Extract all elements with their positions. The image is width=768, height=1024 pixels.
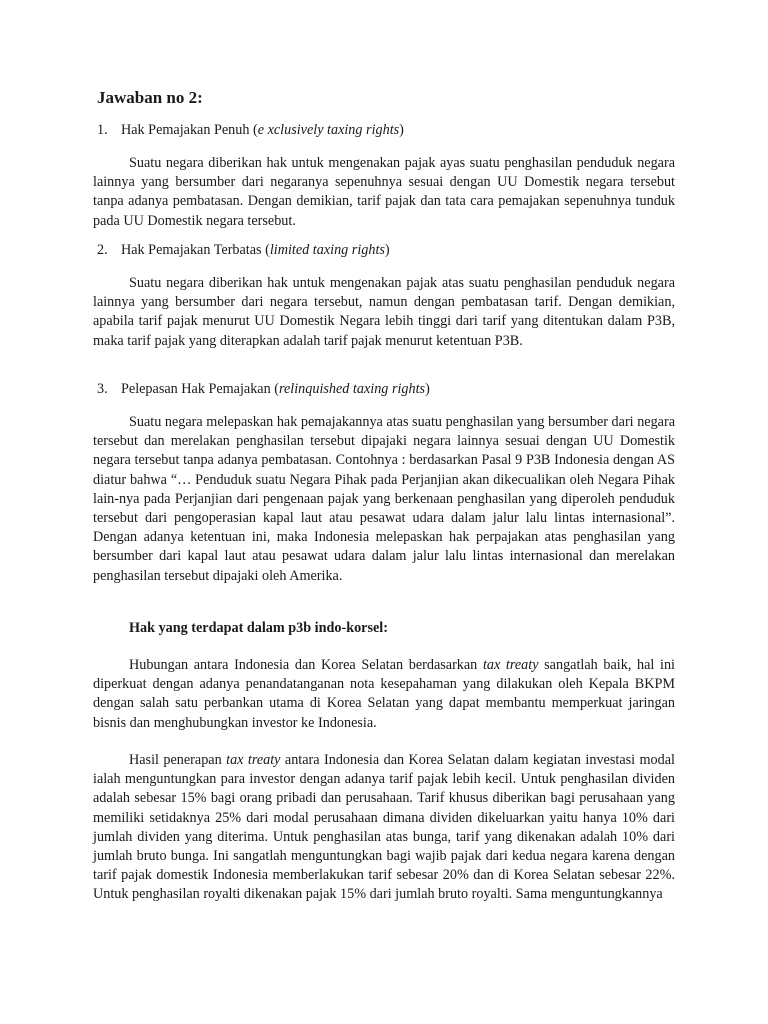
list-item-3-title [97, 380, 430, 399]
paragraph-4 [93, 656, 675, 733]
list-title-italic: limited taxing rights [269, 242, 385, 258]
list-title-text: Hak Pemajakan Terbatas ( [121, 242, 270, 258]
list-title-italic: relinquished taxing rights [278, 381, 426, 397]
list-title-text: Hak Pemajakan Penuh ( [121, 122, 258, 138]
paragraph-3: Suatu negara melepaskan hak pemajakannya atas suatu penghasilan yang bersumber dari negara tersebut dan merelakan penghasilan tersebut dipajaki negara lainnya sesuai dengan UU Domestik negara tersebut tanpa adanya pembatasan. Contohnya : berdasarkan Pasal 9 P3B Indonesia dengan AS diatur bahwa “… Penduduk suatu Negara Pihak pada Perjanjian akan dikecualikan oleh Negara Pihak lain-nya pada Perjanjian dari pengenaan pajak yang berkenaan penghasilan yang diperoleh penduduk tersebut dari pengoperasian kapal laut atau pesawat udara dalam jalur lalu lintas internasional”. Dengan adanya ketentuan ini, maka Indonesia melepaskan hak perpajakan atas penghasilan yang bersumber dari kapal laut atau pesawat udara dalam jalur lalu lintas internasional dan merelakan penghasilan tersebut dipajaki oleh Amerika. [93, 414, 675, 584]
paragraph-2: Suatu negara diberikan hak untuk mengenakan pajak atas suatu penghasilan penduduk negara lainnya yang bersumber dari negara tersebut, namun dengan pembatasan tarif. Dengan demikian, apabila tarif pajak menurut UU Domestik Negara lebih tinggi dari tarif yang ditentukan dalam P3B, maka tarif pajak yang diterapkan adalah tarif pajak menurut ketentuan P3B. [93, 275, 675, 349]
paragraph-4-a: Hubungan antara Indonesia dan Korea Selatan berdasarkan [129, 657, 483, 673]
paragraph-1: Suatu negara diberikan hak untuk mengenakan pajak ayas suatu penghasilan penduduk negara lainnya yang bersumber dari negaranya sepenuhnya sesuai dengan UU Domestik negara tersebut tanpa adanya pembatasan. Dengan demikian, tarif pajak dan tata cara pemajakan sepenuhnya tunduk pada UU Domestik negara tersebut. [93, 155, 675, 229]
list-number: 2. [97, 242, 108, 258]
list-title-end: ) [399, 122, 404, 138]
list-title-text: Pelepasan Hak Pemajakan ( [121, 381, 279, 397]
list-number: 1. [97, 122, 108, 138]
paragraph-5 [93, 751, 675, 905]
answer-heading: Jawaban no 2: [97, 88, 203, 107]
paragraph-5-a: Hasil penerapan [129, 752, 227, 768]
section-subheading: Hak yang terdapat dalam p3b indo-korsel: [129, 620, 388, 636]
list-title-italic: e xclusively taxing rights [257, 122, 400, 138]
paragraph-4-italic: tax treaty [482, 657, 539, 673]
list-number: 3. [97, 381, 108, 397]
list-title-end: ) [384, 242, 390, 258]
paragraph-5-italic: tax treaty [226, 752, 281, 768]
paragraph-5-b: antara Indonesia dan Korea Selatan dalam kegiatan investasi modal ialah menguntungkan para investor dengan adanya tarif pajak lebih kecil. Untuk penghasilan dividen adalah sebesar 15% bagi orang pribadi dan perusahaan. Tarif khusus diberikan bagi perusahaan yang memiliki setidaknya 25% dari modal perusahaan dimana dividen dikeluarkan yaitu hanya 10% dari jumlah dividen yang diterima. Untuk penghasilan atas bunga, tarif yang dikenakan adalah 10% dari jumlah bruto bunga. Ini sangatlah menguntungkan bagi wajib pajak dari kedua negara karena dengan tarif pajak domestik Indonesia memberlakukan tarif sebesar 20% dan di Korea Selatan sebesar 22%. Untuk penghasilan royalti dikenakan pajak 15% dari jumlah bruto royalti. Sama menguntungkannya [93, 752, 675, 903]
list-item-2-title [97, 241, 390, 260]
paragraph-4-b: sangatlah baik, hal ini diperkuat dengan adanya penandatanganan nota kesepahaman yang dilakukan oleh Kepala BKPM dengan salah satu perbankan utama di Korea Selatan yang dapat membantu memperkuat jaringan bisnis dan menghubungkan investor ke Indonesia. [93, 657, 675, 731]
list-item-1-title [97, 121, 404, 140]
list-title-end: ) [425, 381, 430, 397]
